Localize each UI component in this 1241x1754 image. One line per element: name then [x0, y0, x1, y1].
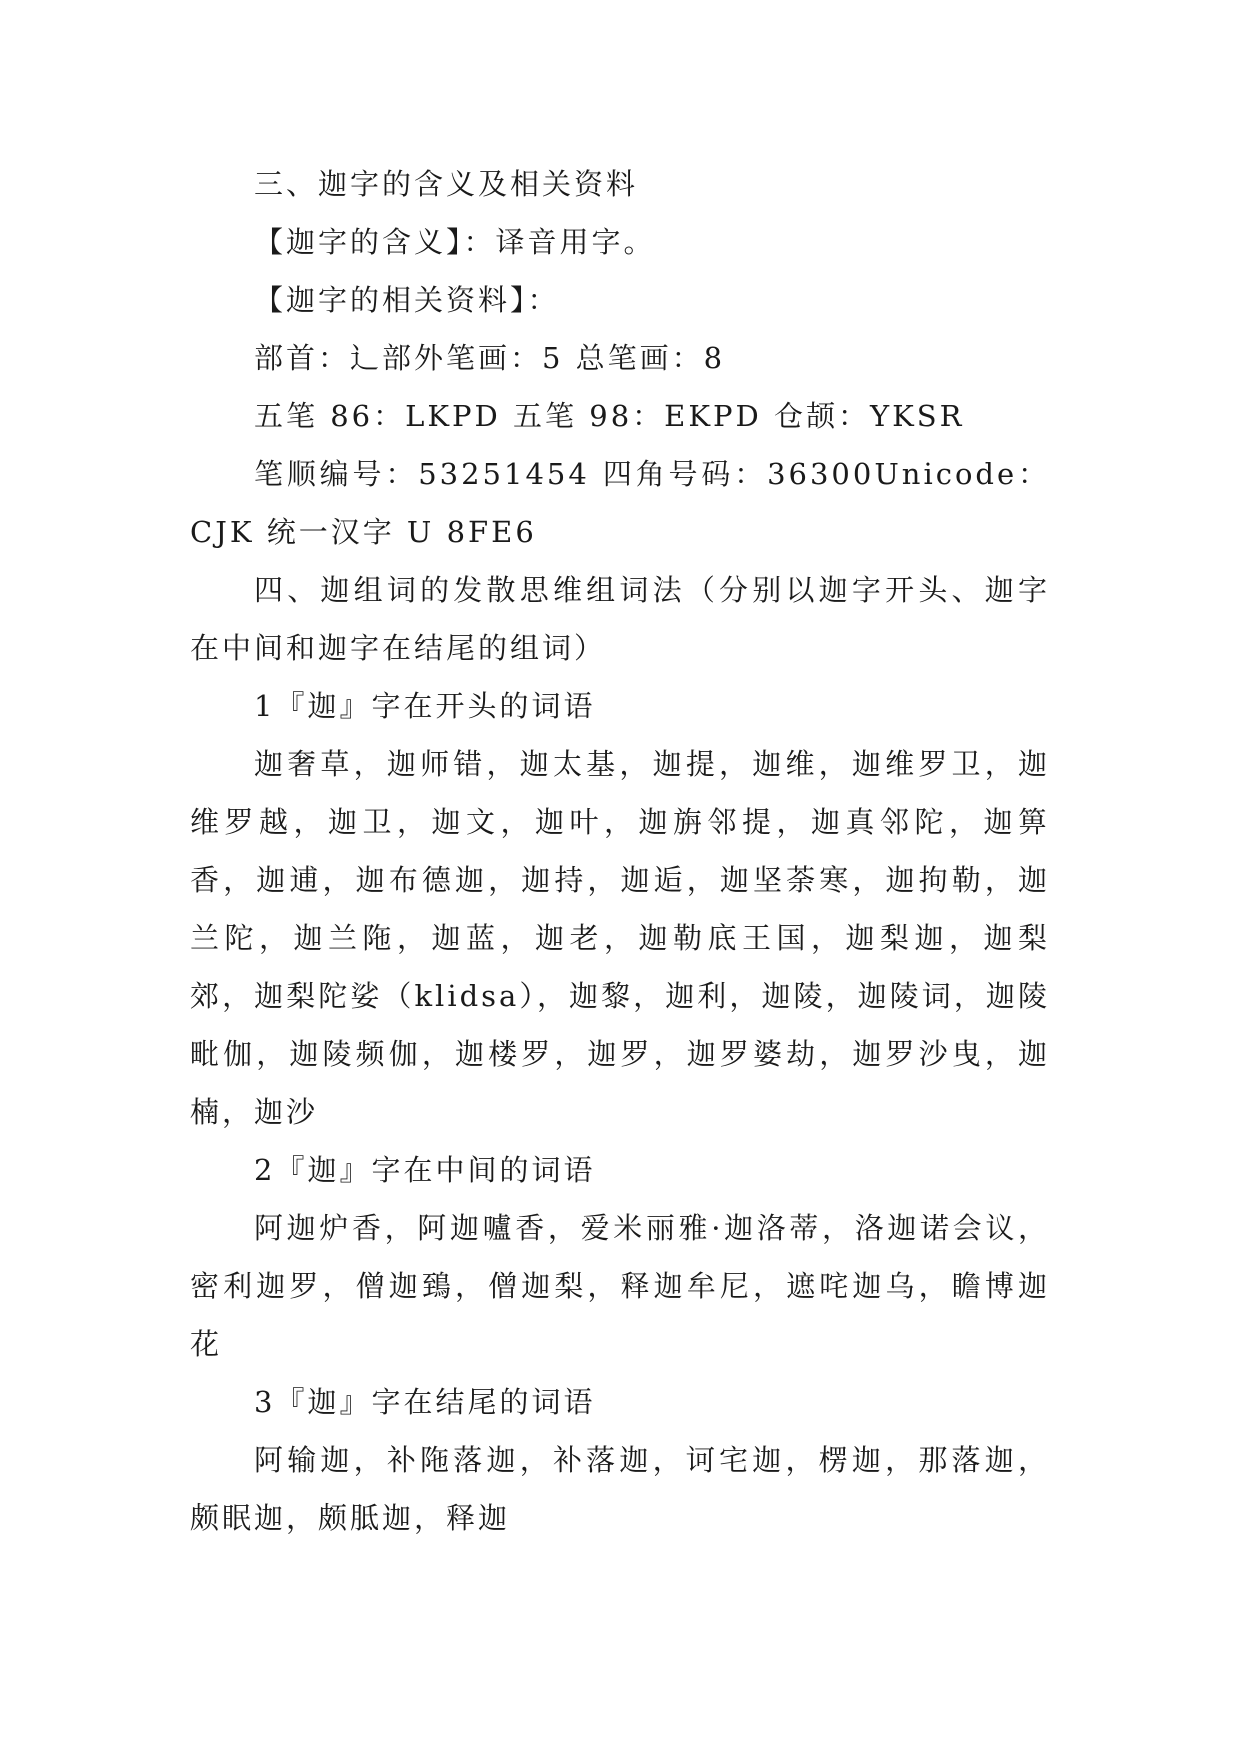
- section-3-heading: 三、迦字的含义及相关资料: [254, 167, 639, 201]
- meaning-text: ：译音用字。: [463, 225, 656, 259]
- info-line: [190, 271, 1050, 329]
- stroke-order-line: 笔顺编号：53251454 四角号码：36300Unicode：CJK 统一汉字 U 8FE6: [190, 457, 1050, 549]
- section-4-heading: 四、迦组词的发散思维组词法（分别以迦字开头、迦字在中间和迦字在结尾的组词）: [190, 573, 1050, 665]
- meaning-label: 【迦字的含义】: [254, 225, 464, 259]
- meaning-line: [190, 213, 1050, 271]
- group-2-title: 2『迦』字在中间的词语: [254, 1153, 596, 1187]
- info-colon: ：: [527, 283, 560, 317]
- document-page: [190, 155, 1050, 1547]
- group-3-title: 3『迦』字在结尾的词语: [254, 1385, 596, 1419]
- wubi-line: 五笔 86：LKPD 五笔 98：EKPD 仓颉：YKSR: [254, 399, 965, 433]
- group-3-words: 阿输迦，补陁落迦，补落迦，诃宅迦，楞迦，那落迦，颇眠迦，颇胝迦，释迦: [190, 1443, 1050, 1535]
- group-2-words: 阿迦炉香，阿迦嚧香，爱米丽雅·迦洛蒂，洛迦诺会议，密利迦罗，僧迦鵄，僧迦梨，释迦牟尼，遮咤迦乌，瞻博迦花: [190, 1211, 1050, 1361]
- group-1-words: 迦奢草，迦师错，迦太基，迦提，迦维，迦维罗卫，迦维罗越，迦卫，迦文，迦叶，迦旃邻提，迦真邻陀，迦箅香，迦逋，迦布德迦，迦持，迦逅，迦坚荼寒，迦拘勒，迦兰陀，迦兰陁，迦蓝，迦老，迦勒底王国，迦梨迦，迦梨郊，迦梨陀娑（klidsa），迦黎，迦利，迦陵，迦陵词，迦陵毗伽，迦陵频伽，迦楼罗，迦罗，迦罗婆劫，迦罗沙曳，迦楠，迦沙: [190, 747, 1050, 1129]
- radical-line: 部首：辶部外笔画：5 总笔画：8: [254, 341, 726, 375]
- info-label: 【迦字的相关资料】: [254, 283, 528, 317]
- group-1-title: 1『迦』字在开头的词语: [254, 689, 596, 723]
